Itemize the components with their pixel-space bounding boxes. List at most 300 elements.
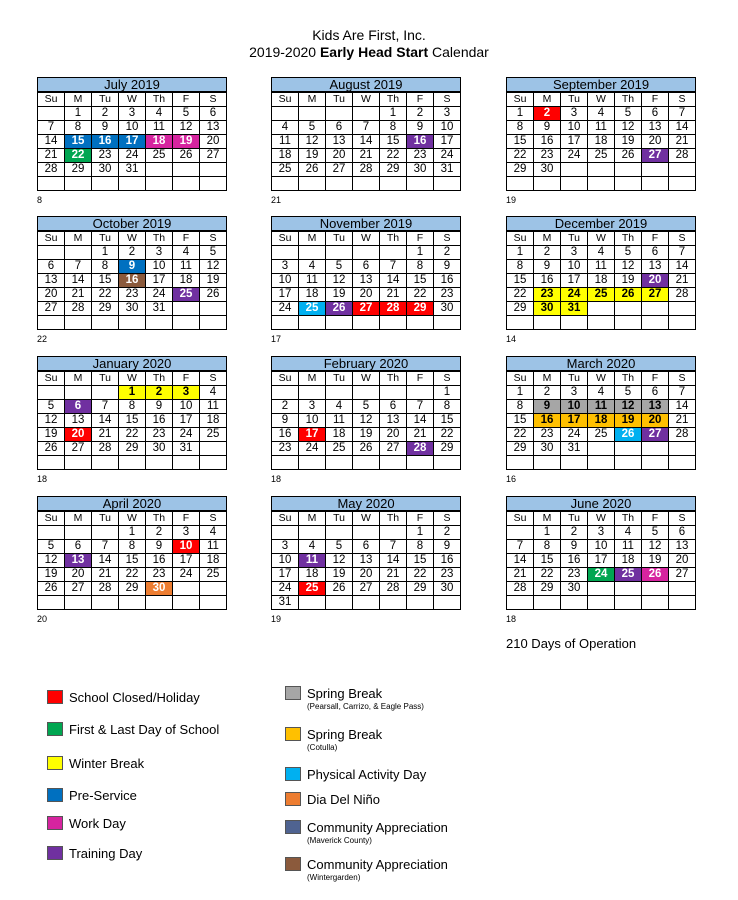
calendar-day: 12 [38,414,65,428]
legend-text [69,722,219,737]
legend-label: Community Appreciation [307,857,448,872]
calendar-day: 26 [38,442,65,456]
calendar-day: 27 [669,568,696,582]
weekday-header: M [299,512,326,526]
weekday-header: W [119,512,146,526]
empty-cell [669,302,696,316]
legend-item [47,756,144,771]
empty-cell [299,246,326,260]
calendar-day: 27 [326,163,353,177]
empty-cell [119,177,146,191]
calendar-day: 5 [353,400,380,414]
calendar-day: 29 [507,442,534,456]
calendar-day: 7 [65,260,92,274]
calendar-day: 26 [615,428,642,442]
weekday-header: Th [380,93,407,107]
legend-swatch [285,792,301,806]
empty-cell [353,246,380,260]
calendar-day: 3 [272,540,299,554]
empty-cell [326,177,353,191]
weekday-header: M [534,232,561,246]
month-calendar [37,216,227,344]
calendar-day: 11 [200,400,227,414]
empty-cell [534,596,561,610]
month-title: June 2020 [506,496,696,511]
weekday-header: Su [507,512,534,526]
calendar-day: 1 [65,107,92,121]
calendar-day: 19 [326,568,353,582]
calendar-day: 5 [200,246,227,260]
calendar-day: 11 [146,121,173,135]
empty-cell [326,316,353,330]
legend-label: Pre-Service [69,788,137,803]
calendar-day: 23 [407,149,434,163]
calendar-day: 14 [92,414,119,428]
weekday-header: F [407,512,434,526]
calendar-day: 30 [434,582,461,596]
empty-cell [272,526,299,540]
weekday-header: W [588,512,615,526]
calendar-day: 3 [119,107,146,121]
empty-cell [588,163,615,177]
calendar-day: 22 [65,149,92,163]
calendar-day: 30 [146,582,173,596]
calendar-day: 17 [434,135,461,149]
empty-cell [173,316,200,330]
calendar-day: 19 [299,149,326,163]
legend-swatch [285,686,301,700]
calendar-day: 30 [534,302,561,316]
calendar-day: 3 [146,246,173,260]
calendar-day: 5 [299,121,326,135]
empty-cell [615,596,642,610]
weekday-header: Tu [92,372,119,386]
calendar-day: 2 [434,246,461,260]
calendar-day: 19 [353,428,380,442]
calendar-day: 24 [119,149,146,163]
empty-cell [38,386,65,400]
calendar-day: 21 [407,428,434,442]
calendar-day: 12 [615,121,642,135]
legend-item [47,722,219,737]
weekday-header: S [200,93,227,107]
calendar-day: 3 [561,386,588,400]
weekday-header: W [588,93,615,107]
calendar-day: 1 [407,246,434,260]
weekday-header: F [173,232,200,246]
empty-cell [65,316,92,330]
legend-label: Training Day [69,846,143,861]
month-title: December 2019 [506,216,696,231]
calendar-day: 6 [642,107,669,121]
calendar-day: 13 [65,414,92,428]
weekday-header: Su [272,512,299,526]
calendar-day: 31 [561,302,588,316]
calendar-day: 13 [642,121,669,135]
calendar-day: 15 [380,135,407,149]
empty-cell [92,177,119,191]
legend-sublabel: (Wintergarden) [307,873,361,882]
calendar-day: 10 [561,260,588,274]
calendar-day: 20 [642,414,669,428]
calendar-day: 17 [173,414,200,428]
calendar-day: 29 [534,582,561,596]
empty-cell [615,582,642,596]
calendar-day: 27 [353,582,380,596]
empty-cell [588,596,615,610]
calendar-day: 1 [380,107,407,121]
calendar-day: 26 [615,288,642,302]
calendar-day: 18 [615,554,642,568]
calendar-day: 29 [407,302,434,316]
calendar-day: 23 [434,288,461,302]
month-day-count: 8 [37,195,43,205]
empty-cell [380,316,407,330]
calendar-day: 15 [119,414,146,428]
calendar-day: 22 [119,428,146,442]
calendar-day: 22 [92,288,119,302]
calendar-day: 20 [380,428,407,442]
calendar-day: 16 [434,554,461,568]
empty-cell [615,163,642,177]
empty-cell [407,596,434,610]
calendar-day: 14 [669,400,696,414]
month-title: November 2019 [271,216,461,231]
calendar-day: 19 [326,288,353,302]
calendar-day: 6 [38,260,65,274]
legend-text [307,767,426,782]
empty-cell [326,246,353,260]
calendar-day: 25 [146,149,173,163]
calendar-day: 28 [507,582,534,596]
calendar-day: 18 [173,274,200,288]
weekday-header: Su [38,93,65,107]
empty-cell [380,386,407,400]
weekday-header: Tu [561,372,588,386]
calendar-day: 31 [561,442,588,456]
calendar-day: 22 [380,149,407,163]
calendar-suffix: Calendar [432,44,489,60]
month-title: April 2020 [37,496,227,511]
calendar-day: 24 [588,568,615,582]
weekday-header: Th [380,512,407,526]
weekday-header: S [200,372,227,386]
calendar-day: 30 [92,163,119,177]
calendar-day: 18 [200,554,227,568]
calendar-year: 2019-2020 [249,44,317,60]
month-days-table [37,92,227,191]
empty-cell [326,596,353,610]
legend-text [307,792,380,807]
calendar-day: 9 [534,400,561,414]
calendar-day: 2 [407,107,434,121]
empty-cell [299,316,326,330]
weekday-header: F [642,512,669,526]
calendar-day: 25 [615,568,642,582]
empty-cell [380,246,407,260]
empty-cell [615,302,642,316]
calendar-day: 17 [146,274,173,288]
empty-cell [507,596,534,610]
month-days-table [37,371,227,470]
calendar-day: 17 [299,428,326,442]
empty-cell [380,177,407,191]
legend-label: Work Day [69,816,126,831]
empty-cell [65,526,92,540]
calendar-day: 3 [561,246,588,260]
calendar-day: 17 [561,274,588,288]
legend-item [47,846,142,861]
calendar-day: 19 [173,135,200,149]
calendar-day: 19 [615,274,642,288]
calendar-day: 14 [669,121,696,135]
empty-cell [65,596,92,610]
calendar-day: 7 [380,540,407,554]
calendar-day: 7 [92,540,119,554]
calendar-day: 30 [434,302,461,316]
empty-cell [38,246,65,260]
calendar-day: 5 [173,107,200,121]
weekday-header: Th [615,512,642,526]
calendar-day: 25 [299,582,326,596]
calendar-day: 18 [299,568,326,582]
calendar-day: 11 [615,540,642,554]
weekday-header: Tu [92,93,119,107]
calendar-day: 13 [326,135,353,149]
calendar-day: 27 [642,428,669,442]
calendar-day: 17 [272,568,299,582]
empty-cell [507,316,534,330]
legend-text [307,686,424,712]
empty-cell [353,177,380,191]
calendar-day: 17 [119,135,146,149]
calendar-day: 16 [146,414,173,428]
calendar-day: 15 [92,274,119,288]
calendar-day: 8 [507,260,534,274]
empty-cell [38,107,65,121]
legend-label: Spring Break [307,727,383,742]
month-day-count: 17 [271,334,282,344]
calendar-day: 27 [65,442,92,456]
calendar-day: 29 [407,582,434,596]
weekday-header: Tu [561,232,588,246]
month-days-table [506,92,696,191]
calendar-day: 28 [380,302,407,316]
calendar-day: 4 [299,260,326,274]
legend-swatch [47,846,63,860]
calendar-day: 13 [65,554,92,568]
calendar-day: 26 [200,288,227,302]
calendar-day: 8 [407,260,434,274]
calendar-day: 11 [299,554,326,568]
month-days-table [506,371,696,470]
calendar-day: 20 [353,568,380,582]
month-day-count: 18 [37,474,48,484]
weekday-header: W [353,93,380,107]
calendar-day: 12 [326,274,353,288]
empty-cell [353,526,380,540]
calendar-day: 21 [380,288,407,302]
weekday-header: Th [615,232,642,246]
calendar-day: 26 [173,149,200,163]
calendar-day: 9 [534,121,561,135]
calendar-day: 31 [146,302,173,316]
legend-swatch [47,690,63,704]
empty-cell [407,386,434,400]
weekday-header: M [534,372,561,386]
calendar-day: 27 [200,149,227,163]
calendar-day: 1 [507,107,534,121]
calendar-day: 5 [615,386,642,400]
month-days-table [271,92,461,191]
month-calendar [506,496,696,624]
calendar-day: 15 [119,554,146,568]
empty-cell [434,316,461,330]
empty-cell [353,316,380,330]
empty-cell [326,107,353,121]
calendar-day: 2 [92,107,119,121]
weekday-header: Th [615,372,642,386]
calendar-day: 25 [588,149,615,163]
calendar-day: 27 [380,442,407,456]
calendar-day: 28 [669,428,696,442]
calendar-day: 5 [615,246,642,260]
calendar-day: 2 [272,400,299,414]
calendar-day: 20 [642,135,669,149]
calendar-day: 16 [534,414,561,428]
empty-cell [534,177,561,191]
legend-label: Community Appreciation [307,820,448,835]
calendar-day: 4 [200,526,227,540]
weekday-header: M [65,232,92,246]
calendar-day: 2 [534,107,561,121]
empty-cell [642,163,669,177]
calendar-day: 23 [272,442,299,456]
calendar-day: 8 [380,121,407,135]
calendar-day: 30 [534,442,561,456]
empty-cell [38,596,65,610]
calendar-day: 26 [38,582,65,596]
empty-cell [119,456,146,470]
calendar-day: 10 [173,400,200,414]
calendar-day: 1 [434,386,461,400]
empty-cell [272,107,299,121]
empty-cell [353,456,380,470]
calendar-day: 18 [299,288,326,302]
calendar-day: 6 [65,540,92,554]
empty-cell [588,177,615,191]
calendar-day: 21 [353,149,380,163]
calendar-day: 17 [173,554,200,568]
legend-sublabel: (Pearsall, Carrizo, & Eagle Pass) [307,702,424,711]
calendar-day: 18 [588,414,615,428]
calendar-day: 9 [146,540,173,554]
calendar-day: 16 [92,135,119,149]
empty-cell [588,302,615,316]
calendar-day: 23 [534,428,561,442]
month-title: January 2020 [37,356,227,371]
calendar-day: 14 [407,414,434,428]
weekday-header: S [669,372,696,386]
calendar-day: 11 [588,121,615,135]
weekday-header: Th [146,232,173,246]
weekday-header: M [65,93,92,107]
calendar-day: 25 [173,288,200,302]
empty-cell [119,316,146,330]
calendar-day: 30 [534,163,561,177]
calendar-day: 25 [272,163,299,177]
calendar-day: 18 [272,149,299,163]
calendar-day: 23 [92,149,119,163]
weekday-header: F [407,232,434,246]
calendar-day: 31 [119,163,146,177]
calendar-day: 11 [299,274,326,288]
calendar-day: 14 [38,135,65,149]
legend-label: Physical Activity Day [307,767,427,782]
empty-cell [615,442,642,456]
month-day-count: 18 [271,474,282,484]
calendar-day: 7 [353,121,380,135]
calendar-day: 18 [588,274,615,288]
calendar-day: 30 [119,302,146,316]
weekday-header: Tu [561,93,588,107]
calendar-day: 19 [642,554,669,568]
calendar-day: 28 [92,442,119,456]
calendar-day: 14 [92,554,119,568]
empty-cell [92,316,119,330]
empty-cell [38,177,65,191]
month-calendar [271,496,461,624]
empty-cell [146,456,173,470]
legend-text [307,727,382,753]
calendar-day: 15 [507,414,534,428]
weekday-header: Su [507,372,534,386]
calendar-day: 11 [200,540,227,554]
calendar-day: 2 [534,246,561,260]
month-day-count: 16 [506,474,517,484]
month-days-table [271,371,461,470]
empty-cell [272,386,299,400]
calendar-day: 14 [353,135,380,149]
calendar-day: 10 [146,260,173,274]
calendar-day: 9 [434,540,461,554]
weekday-header: M [299,372,326,386]
calendar-day: 27 [38,302,65,316]
calendar-title [0,44,738,60]
empty-cell [65,386,92,400]
calendar-day: 16 [534,135,561,149]
calendar-day: 7 [669,386,696,400]
empty-cell [200,582,227,596]
calendar-day: 8 [92,260,119,274]
calendar-day: 29 [507,302,534,316]
empty-cell [642,316,669,330]
weekday-header: Su [507,93,534,107]
empty-cell [119,596,146,610]
legend-item [285,686,424,712]
calendar-day: 2 [534,386,561,400]
legend-text [69,756,144,771]
calendar-day: 12 [299,135,326,149]
empty-cell [407,316,434,330]
calendar-program: Early Head Start [319,44,429,60]
calendar-day: 10 [272,554,299,568]
empty-cell [642,302,669,316]
calendar-day: 22 [119,568,146,582]
calendar-day: 10 [119,121,146,135]
calendar-day: 6 [200,107,227,121]
calendar-day: 6 [326,121,353,135]
